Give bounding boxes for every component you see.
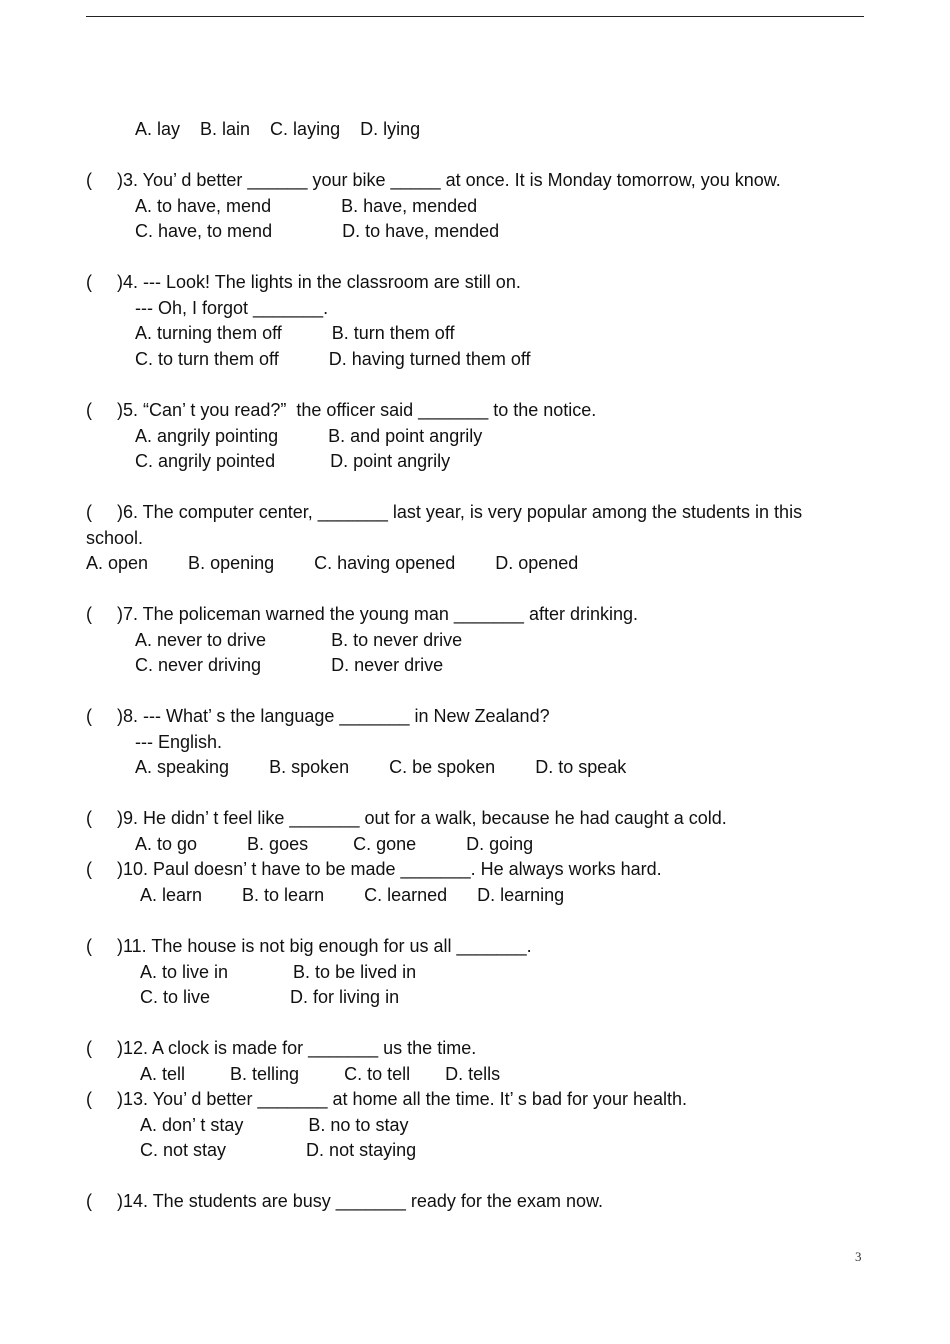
question-4: ( )4. --- Look! The lights in the classroom are still on. (86, 272, 521, 292)
q4-response: --- Oh, I forgot _______. (135, 298, 329, 318)
q7-options-row1: A. never to drive B. to never drive (135, 630, 463, 650)
q5-options-row1: A. angrily pointing B. and point angrily (135, 426, 483, 446)
q5-options-row2: C. angrily pointed D. point angrily (135, 451, 451, 471)
q8-response: --- English. (135, 732, 223, 752)
q7-options-row2: C. never driving D. never drive (135, 655, 444, 675)
q13-options-row1: A. don’ t stay B. no to stay (140, 1115, 409, 1135)
question-5: ( )5. “Can’ t you read?” the officer said _______ to the notice. (86, 400, 597, 420)
question-12: ( )12. A clock is made for _______ us the time. (86, 1038, 477, 1058)
q3-options-row1: A. to have, mend B. have, mended (135, 196, 478, 216)
question-6-cont: school. (86, 528, 144, 548)
q4-options-row1: A. turning them off B. turn them off (135, 323, 455, 343)
question-13: ( )13. You’ d better _______ at home all the time. It’ s bad for your health. (86, 1089, 688, 1109)
q12-options: A. tell B. telling C. to tell D. tells (140, 1064, 501, 1084)
page-number: 3 (855, 1249, 862, 1264)
question-7: ( )7. The policeman warned the young man _______ after drinking. (86, 604, 638, 624)
q8-options: A. speaking B. spoken C. be spoken D. to speak (135, 757, 627, 777)
q4-options-row2: C. to turn them off D. having turned them off (135, 349, 531, 369)
question-8: ( )8. --- What’ s the language _______ in New Zealand? (86, 706, 550, 726)
question-6: ( )6. The computer center, _______ last year, is very popular among the students in this (86, 502, 803, 522)
q2-options: A. lay B. lain C. laying D. lying (135, 119, 421, 139)
question-11: ( )11. The house is not big enough for us all _______. (86, 936, 532, 956)
q6-options: A. open B. opening C. having opened D. opened (86, 553, 579, 573)
header-rule (86, 16, 864, 17)
question-14: ( )14. The students are busy _______ ready for the exam now. (86, 1191, 603, 1211)
q11-options-row1: A. to live in B. to be lived in (140, 962, 417, 982)
question-9: ( )9. He didn’ t feel like _______ out for a walk, because he had caught a cold. (86, 808, 727, 828)
q9-options: A. to go B. goes C. gone D. going (135, 834, 534, 854)
q3-options-row2: C. have, to mend D. to have, mended (135, 221, 500, 241)
q13-options-row2: C. not stay D. not staying (140, 1140, 417, 1160)
question-10: ( )10. Paul doesn’ t have to be made _______. He always works hard. (86, 859, 662, 879)
q10-options: A. learn B. to learn C. learned D. learning (140, 885, 565, 905)
q11-options-row2: C. to live D. for living in (140, 987, 400, 1007)
question-3: ( )3. You’ d better ______ your bike _____ at once. It is Monday tomorrow, you know. (86, 170, 781, 190)
